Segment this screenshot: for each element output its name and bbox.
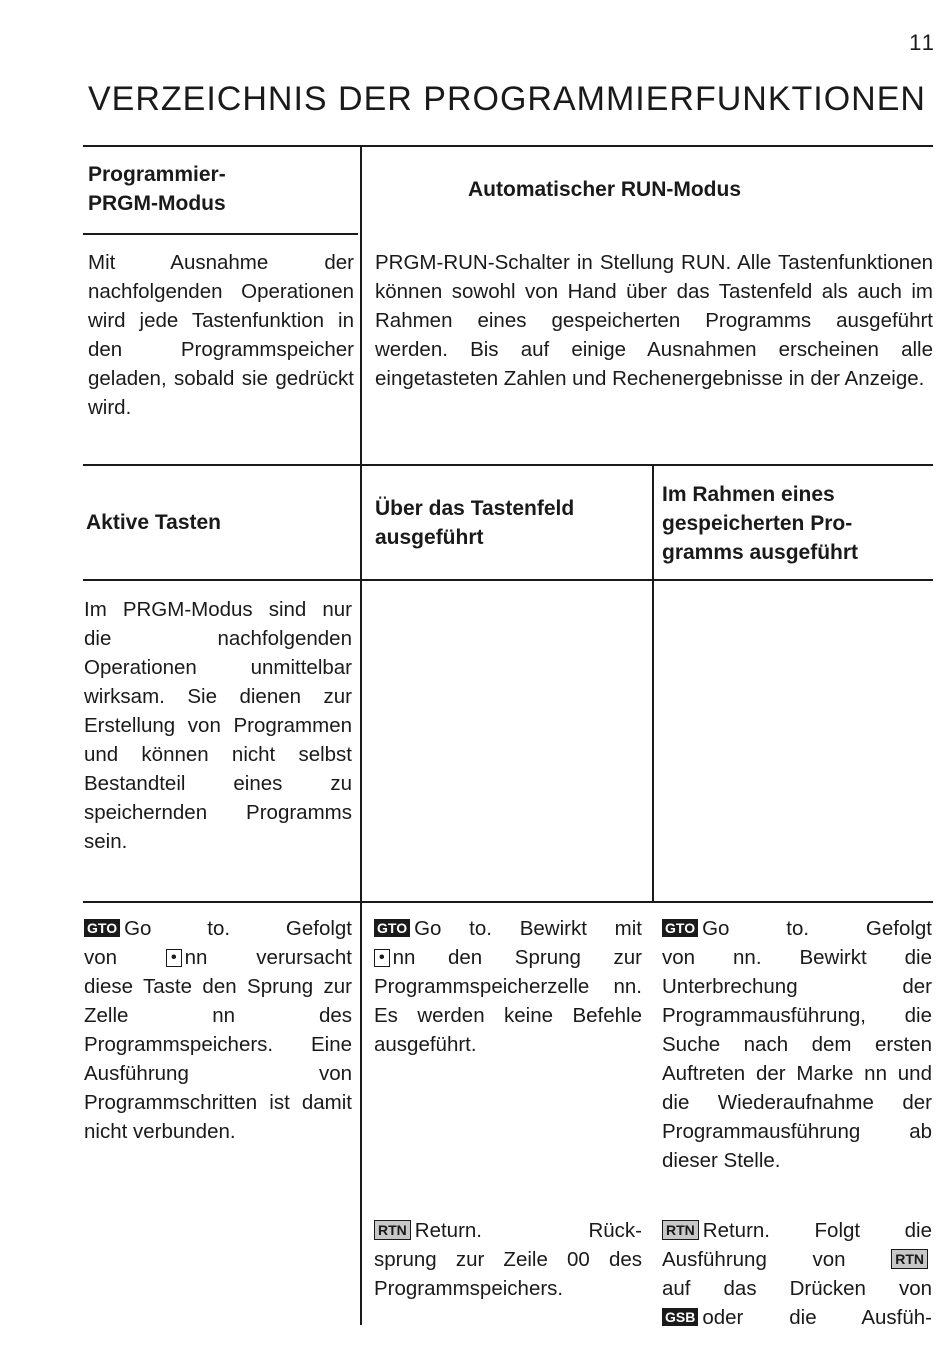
gto-key-icon: GTO xyxy=(374,919,410,937)
header-run-modus: Automatischer RUN-Modus xyxy=(468,178,742,201)
gto-keyboard-head: Go to. Bewirkt mit xyxy=(414,917,642,940)
rule-4 xyxy=(83,901,933,903)
gto-keyboard-cell xyxy=(374,914,642,1059)
gsb-key-icon: GSB xyxy=(662,1308,698,1326)
rtn-program-cell xyxy=(662,1216,932,1332)
header-prgm-line2: PRGM-Modus xyxy=(88,192,226,215)
ueber-line2: ausgeführt xyxy=(375,526,484,549)
run-description: PRGM-RUN-Schalter in Stellung RUN. Alle Tastenfunktionen können sowohl von Hand über das Tastenfeld als auch im Rahmen eines gespeicherten Programms ausgeführt werden. Bis auf einige Ausnahmen erscheinen alle eingetasteten Zahlen und Rechenergebnisse in der Anzeige. xyxy=(375,251,933,390)
gto-prgm-text: diese Taste den Sprung zur Zelle nn des Programmspeichers. Eine Ausführung von Programmschritten ist damit nicht verbunden. xyxy=(84,975,352,1143)
dot-key-icon: • xyxy=(166,949,182,967)
aktive-tasten-heading: Aktive Tasten xyxy=(86,511,221,534)
gto-prgm-head: Go to. Gefolgt xyxy=(124,917,352,940)
ueber-tastenfeld-heading xyxy=(375,494,645,552)
rule-right xyxy=(652,464,654,901)
rule-center xyxy=(360,145,362,1325)
rtn-key-icon: RTN xyxy=(662,1220,699,1240)
rtn-keyboard-text: sprung zur Zeile 00 des Programmspeichers. xyxy=(374,1248,642,1300)
rule-top xyxy=(83,145,933,147)
dot-key-icon: • xyxy=(374,949,390,967)
header-prgm-line1: Programmier- xyxy=(88,163,226,186)
rtn-keyboard-head: Return. Rück- xyxy=(414,1219,642,1242)
gto-program-head: Go to. Gefolgt xyxy=(702,917,932,940)
rtn-program-line2: Ausführung von xyxy=(662,1248,846,1271)
rtn-program-line3: auf das Drücken von xyxy=(662,1277,932,1300)
prgm-active-description: Im PRGM-Modus sind nur die nachfolgenden Operationen unmittelbar wirksam. Sie dienen zur Erstellung von Programmen und können nicht selbst Bestandteil eines zu speichernden Programms sein. xyxy=(84,598,352,853)
rahmen-line2: gespeicherten Pro- xyxy=(662,512,853,535)
rtn-key-icon: RTN xyxy=(891,1249,928,1269)
gto-key-icon: GTO xyxy=(84,919,120,937)
page-number: 11 xyxy=(909,30,936,55)
gto-program-text: von nn. Bewirkt die Unterbrechung der Programmausführung, die Suche nach dem ersten Auftreten der Marke nn und die Wiederaufnahme der Programmausführung ab dieser Stelle. xyxy=(662,946,932,1172)
page-title: VERZEICHNIS DER PROGRAMMIERFUNKTIONEN xyxy=(88,80,926,118)
rahmen-line3: gramms ausgeführt xyxy=(662,541,859,564)
rule-3 xyxy=(83,579,933,581)
gto-keyboard-text: Programmspeicherzelle nn. Es werden keine Befehle ausgeführt. xyxy=(374,975,642,1056)
rule-2 xyxy=(83,464,933,466)
header-prgm-modus xyxy=(88,160,353,218)
gto-program-cell xyxy=(662,914,932,1175)
gto-prgm-line2: nn verursacht xyxy=(184,946,353,969)
rule-1 xyxy=(83,233,358,235)
im-rahmen-heading xyxy=(662,480,932,567)
prgm-description: Mit Ausnahme der nachfolgenden Operationen wird jede Tastenfunktion in den Programmspeicher geladen, sobald sie gedrückt wird. xyxy=(88,251,354,419)
rahmen-line1: Im Rahmen eines xyxy=(662,483,835,506)
gto-key-icon: GTO xyxy=(662,919,698,937)
gto-prgm-von: von xyxy=(84,946,118,969)
rtn-program-head: Return. Folgt die xyxy=(702,1219,932,1242)
ueber-line1: Über das Tastenfeld xyxy=(375,497,575,520)
rtn-key-icon: RTN xyxy=(374,1220,411,1240)
gto-keyboard-line2: nn den Sprung zur xyxy=(392,946,642,969)
rtn-keyboard-cell xyxy=(374,1216,642,1303)
gto-prgm-cell xyxy=(84,914,352,1146)
rtn-program-line4: oder die Ausfüh- xyxy=(702,1306,932,1329)
